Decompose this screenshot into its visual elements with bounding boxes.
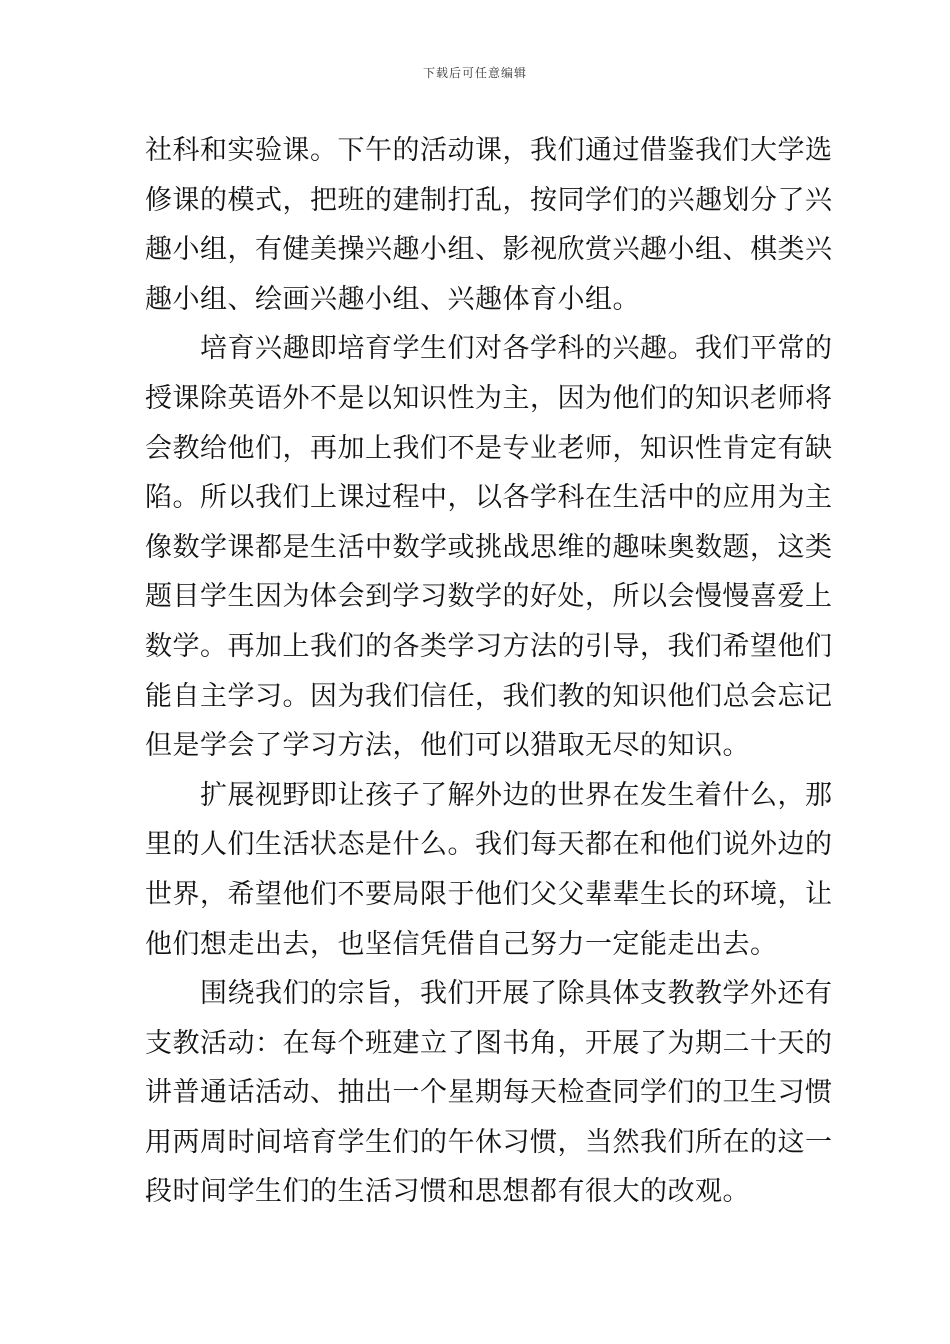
paragraph-line: 像数学课都是生活中数学或挑战思维的趣味奥数题，这类 bbox=[145, 531, 833, 563]
page-header: 下载后可任意编辑 bbox=[422, 66, 527, 80]
paragraph-line: 但是学会了学习方法，他们可以猎取无尽的知识。 bbox=[145, 730, 750, 762]
paragraph-line: 修课的模式，把班的建制打乱，按同学们的兴趣划分了兴 bbox=[145, 184, 833, 216]
paragraph-line: 趣小组、绘画兴趣小组、兴趣体育小组。 bbox=[145, 283, 640, 315]
paragraph-line: 会教给他们，再加上我们不是专业老师，知识性肯定有缺 bbox=[145, 432, 833, 464]
paragraph-line: 社科和实验课。下午的活动课，我们通过借鉴我们大学选 bbox=[145, 135, 833, 166]
paragraph-line: 用两周时间培育学生们的午休习惯，当然我们所在的这一 bbox=[145, 1126, 833, 1158]
document-body bbox=[145, 126, 833, 1217]
paragraph-line: 趣小组，有健美操兴趣小组、影视欣赏兴趣小组、棋类兴 bbox=[145, 234, 833, 266]
paragraph-line: 讲普通话活动、抽出一个星期每天检查同学们的卫生习惯 bbox=[145, 1077, 833, 1109]
paragraph-line: 支教活动：在每个班建立了图书角，开展了为期二十天的 bbox=[145, 1027, 833, 1059]
paragraph-line: 题目学生因为体会到学习数学的好处，所以会慢慢喜爱上 bbox=[145, 581, 833, 613]
paragraph-line: 他们想走出去，也坚信凭借自己努力一定能走出去。 bbox=[145, 928, 778, 960]
paragraph-line: 能自主学习。因为我们信任，我们教的知识他们总会忘记 bbox=[145, 680, 833, 712]
paragraph-line: 陷。所以我们上课过程中，以各学科在生活中的应用为主 bbox=[145, 482, 833, 514]
paragraph-line: 世界，希望他们不要局限于他们父父辈辈生长的环境，让 bbox=[145, 878, 833, 910]
paragraph-line: 段时间学生们的生活习惯和思想都有很大的改观。 bbox=[145, 1176, 750, 1208]
paragraph-line: 围绕我们的宗旨，我们开展了除具体支教教学外还有 bbox=[200, 978, 833, 1010]
paragraph-line: 里的人们生活状态是什么。我们每天都在和他们说外边的 bbox=[145, 829, 833, 861]
paragraph-line: 培育兴趣即培育学生们对各学科的兴趣。我们平常的 bbox=[200, 333, 833, 365]
paragraph-line: 扩展视野即让孩子了解外边的世界在发生着什么，那 bbox=[200, 779, 833, 811]
paragraph-line: 授课除英语外不是以知识性为主，因为他们的知识老师将 bbox=[145, 382, 833, 414]
paragraph-line: 数学。再加上我们的各类学习方法的引导，我们希望他们 bbox=[145, 630, 833, 662]
